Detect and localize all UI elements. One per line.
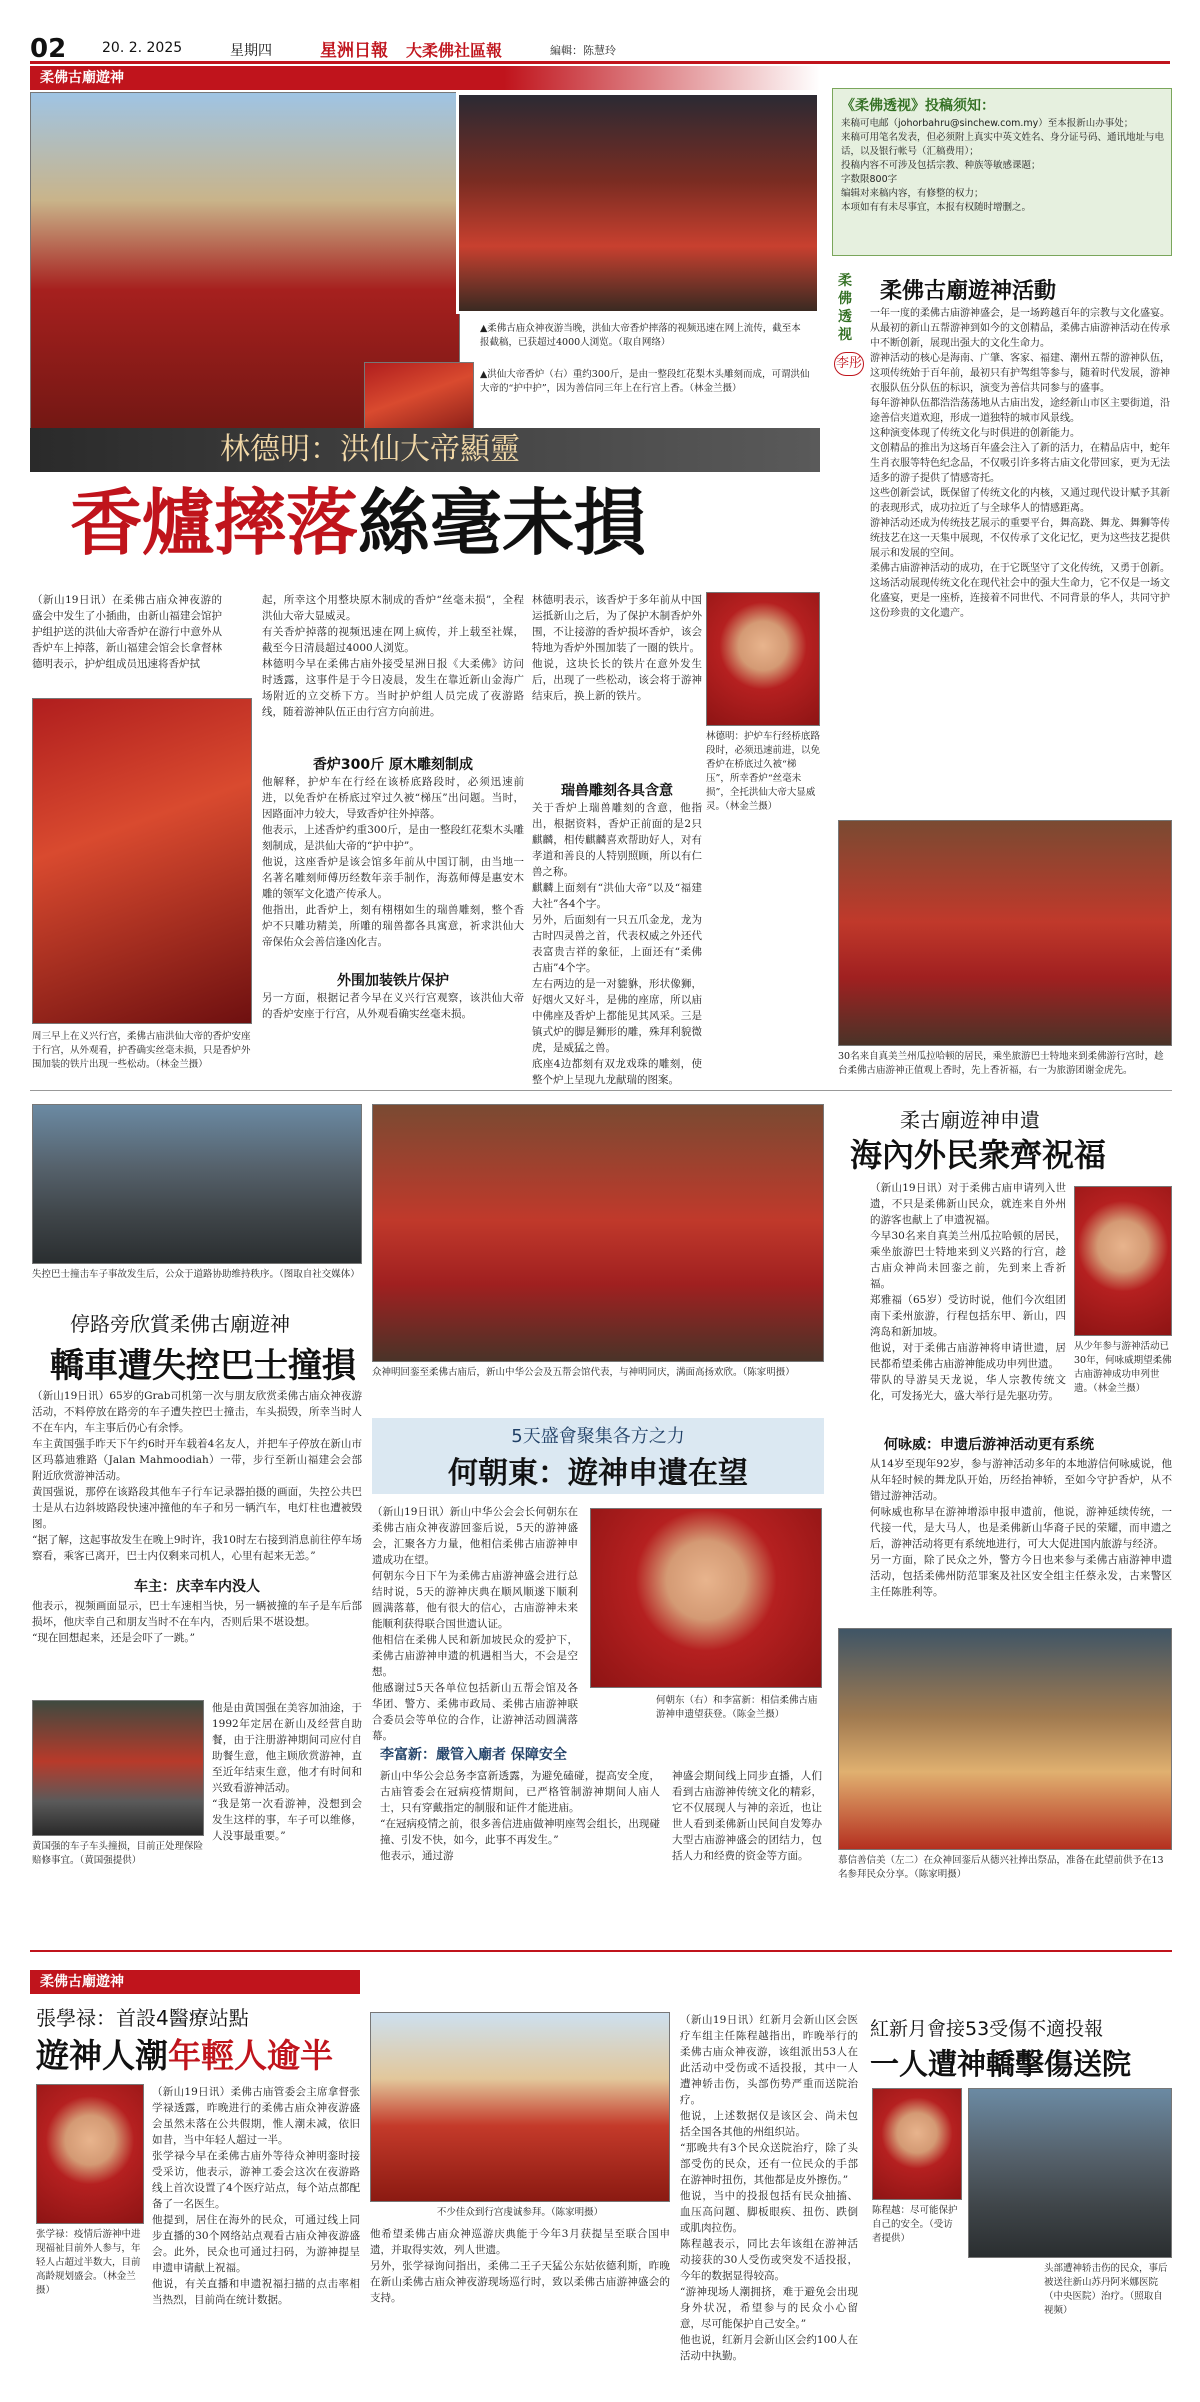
censer-caption: 周三早上在义兴行宫，柔佛古庙洪仙大帝的香炉安座于行宫，从外观看，护香确实丝毫未损，只是香炉外围加装的铁片出现一些松动。（林金兰摄） [32, 1031, 251, 1070]
lin-deming-portrait [706, 592, 820, 726]
main-col3b: 关于香炉上瑞兽雕刻的含意，他指出，根据资料，香炉正前面的是2只麒麟，相传麒麟喜欢帮助好人，对有孝道和善良的人特别照顾，所以有仁兽之称。 麒麟上面刻有“洪仙大帝”以及“福建大社”各4个字。 另外，后面刻有一只五爪金龙，龙为古时四灵兽之首，代表权威之外还代表富贵吉祥的象征，上面还有“柔佛古庙”4个字。 左右两边的是一对貔貅，形状像狮，好烟火又好斗，是佛的座席，所以庙中佛座及香炉上都能见其风采。三是镇式炉的脚是狮形的雕，殊拜利貌微虎，是威猛之兽。 底座4边都刻有双龙戏珠的雕刻，使整个炉上呈现九龙献瑞的图案。 [532, 802, 702, 1086]
submission-item: 本项如有有未尽事宜，本报有权随时增删之。 [841, 202, 1032, 213]
bus-text2: 他表示，视频画面显示，巴士车速相当快，另一辆被撞的车子是车后部损坏，他庆幸自己和朋友当时不在车内，否则后果不堪设想。 “现在回想起来，还是会吓了一跳。” [32, 1600, 362, 1644]
submission-item: 投稿内容不可涉及包括宗教、种族等敏感课题； [841, 160, 1041, 171]
main-col1: （新山19日讯）在柔佛古庙众神夜游的盛会中发生了小插曲，由新山福建会馆护护组护送的洪仙大帝香炉在游行中意外从香炉车上掉落，新山福建会馆会长拿督林德明表示，护炉组成员迅速将香炉拭 [32, 594, 222, 670]
guard-text2: 神盛会期间线上同步直播，人们看到古庙游神传统文化的精彩，它不仅展现人与神的亲近，也让世人看到柔佛新山民间自发筹办大型古庙游神盛会的团结力，包括人力和经费的资金等方面。 [672, 1770, 822, 1862]
zhang-xuelu-caption: 张学禄：疫情后游神中进现福祉目前外人参与，年轻人占超过半数大，目前高龄规划盛会。（林金兰摄） [36, 2229, 141, 2296]
main-col2c: 另一方面，根据记者今早在义兴行宫观察，该洪仙大帝的香炉安座于行宫，从外观看确实丝毫未损。 [262, 992, 524, 1020]
bus-headline: 轎車遭失控巴士撞損 [50, 1346, 356, 1386]
visitors-caption: 30名来自真美兰州瓜拉哈顿的居民，乘坐旅游巴士特地来到柔佛游行宫时，趁台柔佛古庙游神正值观上香时，先上香祈福，右一为旅游团谢金虎先。 [838, 1051, 1164, 1076]
altar-caption: 慕信善信美（左二）在众神回銮后从德兴社捧出祭品，准备在此望前供予在13名参拜民众分享。（陈家明摄） [838, 1855, 1164, 1880]
submission-box [832, 88, 1172, 256]
overseas-text: （新山19日讯）对于柔佛古庙申请列入世遗，不只是柔佛新山民众，就连来自外州的游客也献上了申遗祝福。 今早30名来自真美兰州瓜拉哈顿的居民，乘坐旅游巴士特地来到义兴路的行宫，趁古庙众神尚未回銮之前，先到来上香祈福。 郑雅福（65岁）受访时说，他们今次组团南下柔州旅游，行程包括东甲、新山，四湾岛和新加坡。 他说，对于柔佛古庙游神将申请世遗，居民都希望柔佛古庙游神能成功申列世遗。 带队的导游吴天龙说，华人宗教传统文化，可发扬光大，盛大举行是先驱功劳。 [870, 1182, 1066, 1402]
submission-item: 编辑对来稿内容，有修整的权力； [841, 188, 984, 199]
damaged-car-caption: 黄国强的车子车头撞损，目前正处理保险赔修事宜。（黄国强提供） [32, 1841, 204, 1866]
divider [30, 1090, 1172, 1091]
bus-text3: 他是由黄国强在美容加油途，于1992年定居在新山及经营自助餐，由于注册游神期间司应付自助餐生意，他主顾欣赏游神，直至近年结束生意，他才有时间和兴致看游神活动。 “我是第一次看游神，没想到会发生这样的事，车子可以维修，人没事最重要。” [212, 1702, 362, 1842]
masthead [30, 34, 1170, 64]
issue-date: 20. 2. 2025 [102, 40, 183, 56]
lin-deming-caption: 林德明：护炉车行经桥底路段时，必须迅速前进，以免香炉在桥底过久被“梯压”，所幸香炉“丝毫未损”，全托洪仙大帝大显威灵。（林金兰摄） [706, 731, 821, 812]
visitors-photo [838, 820, 1172, 1046]
submission-title: 《柔佛透视》投稿须知： [841, 98, 995, 114]
submission-list [841, 117, 1165, 215]
crowd-bottom-photo [370, 2012, 670, 2202]
column-author-badge: 李彤 [834, 352, 864, 376]
deities-return-photo [372, 1104, 824, 1362]
column-title: 柔佛古廟遊神活動 [880, 279, 1057, 304]
bottom-section-label: 柔佛古廟遊神 [30, 1970, 360, 1994]
main-col3-subhead: 瑞兽雕刻各具含意 [561, 783, 673, 799]
damaged-car-photo [32, 1700, 204, 1836]
bus-text: （新山19日讯）65岁的Grab司机第一次与朋友欣赏柔佛古庙众神夜游活动，不料停放在路旁的车子遭失控巴士撞击，车头损毁，所幸当时人不在车内，车主事后仍心有余悸。 车主黄国强手昨天下午约6时开车载着4名友人，并把车子停放在新山市区玛慕迪雅路（Jalan Mahmoodiah）一带，步行至新山福建会会部附近欣赏游神活动。 黄国强说，那停在该路段其他车子行车记录器拍摄的画面，失控公共巴士是从右边斜坡路段快速冲撞他的车子和另一辆汽车，电灯柱也遭被毁图。 “据了解，这起事故发生在晚上9时许，我10时左右接到消息前往停车场察看，乘客已离开，巴士内仅剩来司机人，心里有起来无恙。” [32, 1390, 362, 1562]
heritage-photo-caption: 何朝东（右）和李富新：相信柔佛古庙游神申遗望获登。（陈金兰摄） [656, 1695, 818, 1720]
weekday: 星期四 [230, 43, 272, 59]
bottom-text2: 他希望柔佛古庙众神巡游庆典能于今年3月获提呈至联合国申遗，并取得实效，列人世遗。 另外，张学禄询问指出，柔佛二王子天猛公东姑依德利斯，昨晚在新山柔佛古庙众神夜游现场巡行时，致以柔佛古庙游神盛会的支持。 [370, 2228, 670, 2304]
zhang-xuelu-portrait [36, 2084, 144, 2224]
overseas-subhead: 何咏威：申遗后游神活动更有系统 [884, 1437, 1094, 1453]
submission-item: 来稿可用笔名发表，但必须附上真实中英文姓名、身分证号码、通讯地址与电话，以及银行帐号（汇稿费用）； [841, 132, 1165, 157]
injured-person-photo [968, 2088, 1172, 2258]
main-col2-subhead2: 外围加装铁片保护 [337, 973, 449, 989]
altar-photo [838, 1628, 1172, 1850]
bottom-headline [36, 2030, 376, 2077]
heritage-photo [590, 1508, 822, 1688]
deities-return-caption: 众神明回銮至柔佛古庙后，新山中华公会及五帮会馆代表，与神明同庆，满面高扬欢欣。（陈家明摄） [372, 1367, 795, 1378]
main-headline [70, 478, 830, 570]
headline-black: 絲毫未損 [358, 481, 647, 565]
guard-kicker: 李富新：嚴管入廟者 保障安全 [380, 1747, 567, 1763]
page-number: 02 [30, 34, 67, 64]
top-crowd-caption: ▲柔佛古庙众神夜游当晚，洪仙大帝香炉摔落的视频迅速在网上流传，截至本报截稿，已获超过4000人浏览。（取自网络） [480, 323, 801, 348]
main-col2b: 他解释，护炉车在行经在该桥底路段时，必须迅速前进，以免香炉在桥底过窄过久被“梯压”出问题。当时，因路面冲力较大，导致香炉往外掉落。 他表示，上述香炉约重300斤，是由一整段红花梨木头雕刻制成，是洪仙大帝的“护中护”。 他说，这座香炉是该会馆多年前从中国订制，由当地一名著名雕刻师傅历经数年亲手制作，海荔师傅是惠安木雕的领军文化遗产传承人。 他指出，此香炉上，刻有栩栩如生的瑞兽雕刻，整个香炉不只雕功精美，所雕的瑞兽都各具寓意，祈求洪仙大帝保佑众会善信逢凶化吉。 [262, 776, 524, 948]
chen-chengyue-portrait [872, 2088, 962, 2200]
column-text: 一年一度的柔佛古庙游神盛会，是一场跨越百年的宗教与文化盛宴。 从最初的新山五帮游神到如今的文创精品，柔佛古庙游神活动在传承中不断创新，展现出强大的文化生命力。 游神活动的核心是海南、广肇、客家、福建、潮州五帮的游神队伍，这项传统始于百年前，最初只有护驾组等参与，随着时代发展，游神衣服队伍分队伍的标识，演变为善信共同参与的盛事。 每年游神队伍都浩浩荡荡地从古庙出发，途经新山市区主要街道，沿途善信夹道欢迎，形成一道独特的城市风景线。 这种演变体现了传统文化与时俱进的创新能力。 文创精品的推出为这场百年盛会注入了新的活力，在精品店中，蛇年生肖衣服等特色纪念品，不仅吸引许多将古庙文化带回家，更为无法适多的游子提供了情感寄托。 这些创新尝试，既保留了传统文化的内核，又通过现代设计赋予其新的表现形式，成功拉近了与全球华人的情感距离。 游神活动还成为传统技艺展示的重要平台，舞高跷、舞龙、舞狮等传统技艺在这一天集中展现，不仅传承了文化记忆，更为这些技艺提供展示和发展的空间。 柔佛古庙游神活动的成功，在于它既坚守了文化传统，又勇于创新。 这场活动展现传统文化在现代社会中的强大生命力，它不仅是一场文化盛宴，更是一座桥，连接着不同世代、不同背景的华人，共同守护这份珍贵的文化遗产。 [870, 308, 1170, 619]
crowd-bottom-caption: 不少佳众到行宫虔诚参拜。（陈家明摄） [436, 2207, 604, 2218]
chen-chengyue-caption: 陈程越：尽可能保护自己的安全。（受访者提供） [872, 2205, 958, 2244]
main-col2: 起，所幸这个用整块原木制成的香炉“丝毫未损”，全程洪仙大帝大显威灵。 有关香炉掉落的视频迅速在网上疯传，并上载至社媒，截至今日清晨超过4000人浏览。 林德明今早在柔佛古庙外接受星洲日报《大柔佛》访问时透露，这事件是于今日凌晨，发生在靠近新山金海广场附近的立交桥下方。当时护炉组人员完成了夜游路线，随着游神队伍正由行宫方向前进。 [262, 594, 524, 718]
he-yongwei-caption: 从少年参与游神活动已30年，何咏威期望柔佛古庙游神成功申列世遗。（林金兰摄） [1074, 1341, 1172, 1394]
overseas-headline: 海內外民衆齊祝福 [850, 1136, 1107, 1174]
he-yongwei-portrait [1074, 1186, 1172, 1336]
bus-scene-photo [32, 1104, 362, 1264]
bus-subhead: 车主：庆幸车内没人 [134, 1579, 260, 1595]
bottom-headline-black: 遊神人潮 [36, 2036, 168, 2075]
censer-inset-caption: ▲洪仙大帝香炉（右）重约300斤，是由一整段红花梨木头雕刻而成，可谓洪仙大帝的“护中护”，因为善信同三年上在行宫上香。（林金兰摄） [480, 369, 810, 394]
heritage-kicker: 5天盛會聚集各方之力 [511, 1426, 685, 1447]
divider [30, 1950, 1172, 1952]
heritage-headline: 何朝東：遊神申遺在望 [448, 1456, 748, 1491]
column-tag: 柔佛透视 [838, 273, 852, 343]
bottom-text: （新山19日讯）柔佛古庙管委会主席拿督张学禄透露，昨晚进行的柔佛古庙众神夜游盛会虽然未落在公共假期，惟人潮未减，依旧如昔，当中年轻人超过一半。 张学禄今早在柔佛古庙外等待众神明銮时接受采访，他表示，游神工委会这次在夜游路线上首次设置了4个医疗站点，每个站点都配备了一名医生。 他提到，居住在海外的民众，可通过线上同步直播的30个网络站点观看古庙众神夜游盛会。此外，民众也可通过扫码，为游神提呈申遗申请献上祝福。 他说，有关直播和申遗祝福扫描的点击率相当热烈，目前尚在统计数据。 [152, 2086, 360, 2306]
bus-scene-caption: 失控巴士撞击车子事故发生后，公众于道路协助维持秩序。（图取自社交媒体） [32, 1269, 360, 1280]
redcross-headline: 一人遭神轎擊傷送院 [870, 2047, 1132, 2081]
section-label: 柔佛古廟遊神 [30, 66, 820, 90]
overseas-kicker: 柔古廟遊神申遺 [900, 1108, 1040, 1132]
bottom-kicker: 張學禄：首設4醫療站點 [36, 2006, 249, 2030]
edition-name: 大柔佛社區報 [406, 41, 503, 60]
censer-photo [32, 698, 252, 1024]
heritage-banner [372, 1418, 824, 1494]
headline-red: 香爐摔落 [70, 481, 359, 565]
editor-credit: 編輯：陈慧玲 [550, 44, 616, 57]
submission-item: 字数限800字 [841, 174, 898, 185]
bus-kicker: 停路旁欣賞柔佛古廟遊神 [70, 1312, 290, 1336]
heritage-text: （新山19日讯）新山中华公会会长何朝东在柔佛古庙众神夜游回銮后说，5天的游神盛会，汇聚各方力量，他相信柔佛古庙游神申遗成功在望。 何朝东今日下午为柔佛古庙游神盛会进行总结时说，5天的游神庆典在顺风顺遂下顺利圆满落幕，他有很大的信心，古庙游神未来能顺利获得联合国世遗认证。 他相信在柔佛人民和新加坡民众的爱护下，柔佛古庙游神申遗的机遇相当大，不会是空想。 他感谢过5天各单位包括新山五帮会馆及各华团、警方、柔佛市政局、柔佛古庙游神联合委员会等单位的合作，让游神活动圆满落幕。 [372, 1506, 578, 1742]
guard-text: 新山中华公会总务李富新透露，为避免磕碰，提高安全度，古庙管委会在冠病疫情期间，已严格管制游神期间人庙人士，只有穿戴指定的制服和证件才能进庙。 “在冠病疫情之前，很多善信进庙做神明座驾会组长，出现碰撞、引发不快，如今，此事不再发生。” 他表示，通过游 [380, 1770, 660, 1862]
paper-logo: 星洲日報 [320, 41, 388, 61]
redcross-text: （新山19日讯）红新月会新山区会医疗车组主任陈程越指出，昨晚举行的柔佛古庙众神夜游，该组派出53人在此活动中受伤或不适投报，其中一人遭神轿击伤，头部伤势严重而送院治疗。 他说，上述数据仅是该区会、尚未包括全国各其他的州组织站。 “那晚共有3个民众送院治疗，除了头部受伤的民众，还有一位民众的手部在游神时扭伤，其他都是皮外擦伤。” 他说，当中的投报包括有民众抽搐、血压高问题、脚板眼疾、扭伤、跌倒或肌肉拉伤。 陈程越表示，同比去年该组在游神活动接获的30人受伤或突发不适投报，今年的数据显得较高。 “游神现场人潮拥挤，难于避免会出现身外状况，希望参与的民众小心留意，尽可能保护自己安全。” 他也说，红新月会新山区会约100人在活动中执勤。 [680, 2014, 858, 2362]
submission-item: 来稿可电邮（johorbahru@sinchew.com.my）至本报新山办事处； [841, 118, 1134, 129]
redcross-kicker: 紅新月會接53受傷不適投報 [870, 2018, 1104, 2040]
top-crowd-photo [456, 92, 820, 314]
bottom-headline-red: 年輕人逾半 [168, 2036, 333, 2075]
injured-person-caption: 头部遭神轿击伤的民众，事后被送往新山苏丹阿米娜医院（中央医院）治疗。（照取自视频） [1044, 2263, 1168, 2316]
overseas-text2: 从14岁至现年92岁，参与游神活动多年的本地游信何咏威说，他从年轻时候的舞龙队开始，历经抬神轿，至如今守护香炉，从不错过游神活动。 何咏威也称早在游神增添申报申遗前，他说，游神延续传统，一代接一代，是大马人，也是柔佛新山华裔子民的荣耀，而申遗之后，游神活动将更有系统地进行，可大大促进国内旅游与经济。 另一方面，除了民众之外，警方今日也来参与柔佛古庙游神申遗活动，包括柔佛州防范罪案及社区安全组主任蔡永发，古来警区主任陈胜利等。 [870, 1458, 1172, 1598]
main-kicker: 林德明：洪仙大帝顯靈 [30, 428, 820, 472]
main-col2-subhead: 香炉300斤 原木雕刻制成 [312, 757, 474, 773]
main-col3: 林德明表示，该香炉于多年前从中国运抵新山之后，为了保护木制香炉外围，不让接游的香炉损坏香炉，该会特地为香炉外围加装了一圈的铁片。 他说，这块长长的铁片在意外发生后，出现了一些松动，该会将于游神结束后，换上新的铁片。 [532, 594, 702, 702]
